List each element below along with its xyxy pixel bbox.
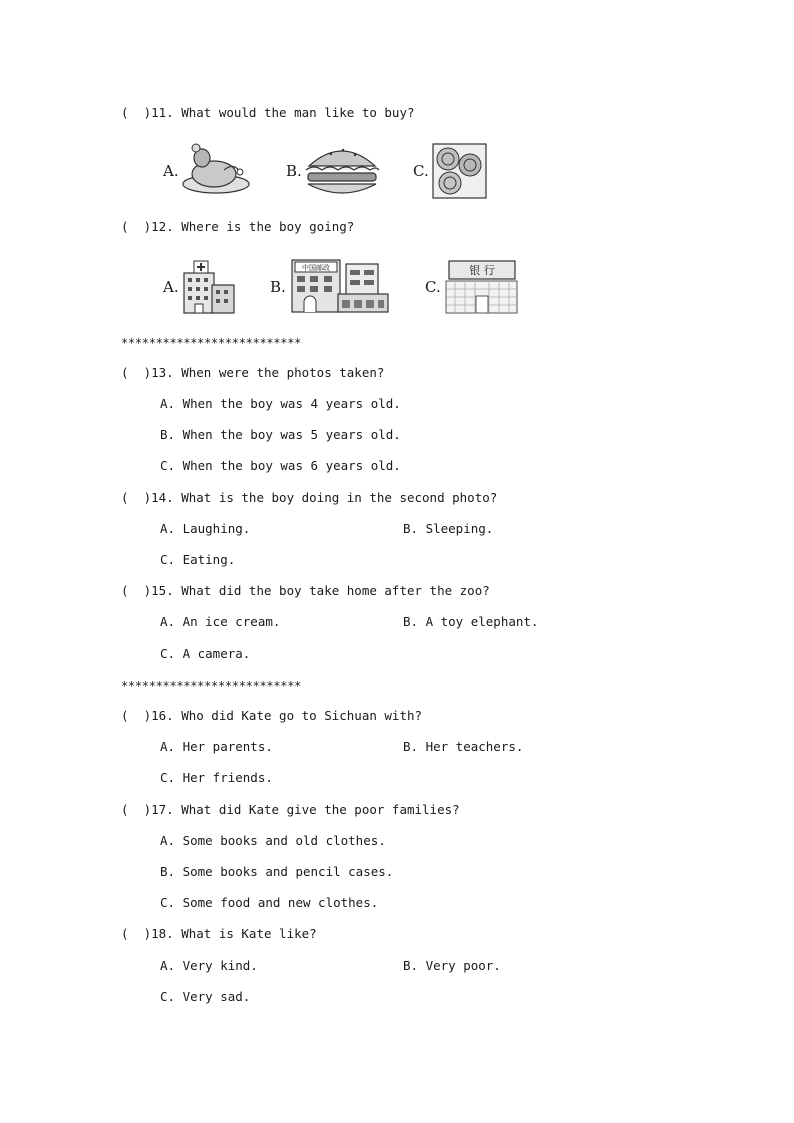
q14-option-b[interactable]: B. Sleeping. (403, 521, 494, 536)
hospital-building-icon (182, 259, 236, 314)
q11-option-a-label[interactable]: A. (163, 162, 179, 180)
q11-option-b-label[interactable]: B. (286, 162, 302, 180)
q12-option-c-label[interactable]: C. (425, 278, 441, 296)
post-office-building-icon (290, 258, 390, 314)
hamburger-icon (303, 140, 381, 200)
q11-option-c-label[interactable]: C. (413, 162, 429, 180)
q16-option-b[interactable]: B. Her teachers. (403, 739, 524, 754)
q17-option-a[interactable]: A. Some books and old clothes. (160, 833, 386, 848)
roast-chicken-icon (180, 140, 252, 198)
q15-option-a[interactable]: A. An ice cream. (160, 614, 281, 629)
question-11: ( )11. What would the man like to buy? (121, 105, 415, 120)
question-13: ( )13. When were the photos taken? (121, 365, 385, 380)
q14-option-c[interactable]: C. Eating. (160, 552, 236, 567)
mooncakes-icon (432, 143, 487, 199)
q12-option-b-label[interactable]: B. (270, 278, 286, 296)
q13-option-c[interactable]: C. When the boy was 6 years old. (160, 458, 401, 473)
q12-option-a-label[interactable]: A. (163, 278, 179, 296)
question-14: ( )14. What is the boy doing in the second photo? (121, 490, 498, 505)
bank-sign: 银 行 (469, 264, 495, 277)
q16-option-a[interactable]: A. Her parents. (160, 739, 273, 754)
q13-option-b[interactable]: B. When the boy was 5 years old. (160, 427, 401, 442)
bank-building-icon (445, 260, 518, 314)
q17-option-b[interactable]: B. Some books and pencil cases. (160, 864, 394, 879)
q18-option-c[interactable]: C. Very sad. (160, 989, 251, 1004)
q16-option-c[interactable]: C. Her friends. (160, 770, 273, 785)
section-separator: ************************** (121, 679, 302, 693)
section-separator: ************************** (121, 336, 302, 350)
q15-option-b[interactable]: B. A toy elephant. (403, 614, 539, 629)
q14-option-a[interactable]: A. Laughing. (160, 521, 251, 536)
q13-option-a[interactable]: A. When the boy was 4 years old. (160, 396, 401, 411)
question-15: ( )15. What did the boy take home after the zoo? (121, 583, 490, 598)
q18-option-a[interactable]: A. Very kind. (160, 958, 258, 973)
question-12: ( )12. Where is the boy going? (121, 219, 355, 234)
q15-option-c[interactable]: C. A camera. (160, 646, 251, 661)
question-16: ( )16. Who did Kate go to Sichuan with? (121, 708, 423, 723)
q17-option-c[interactable]: C. Some food and new clothes. (160, 895, 379, 910)
question-17: ( )17. What did Kate give the poor families? (121, 802, 460, 817)
post-office-sign: 中国邮政 (302, 264, 330, 272)
q18-option-b[interactable]: B. Very poor. (403, 958, 501, 973)
question-18: ( )18. What is Kate like? (121, 926, 317, 941)
